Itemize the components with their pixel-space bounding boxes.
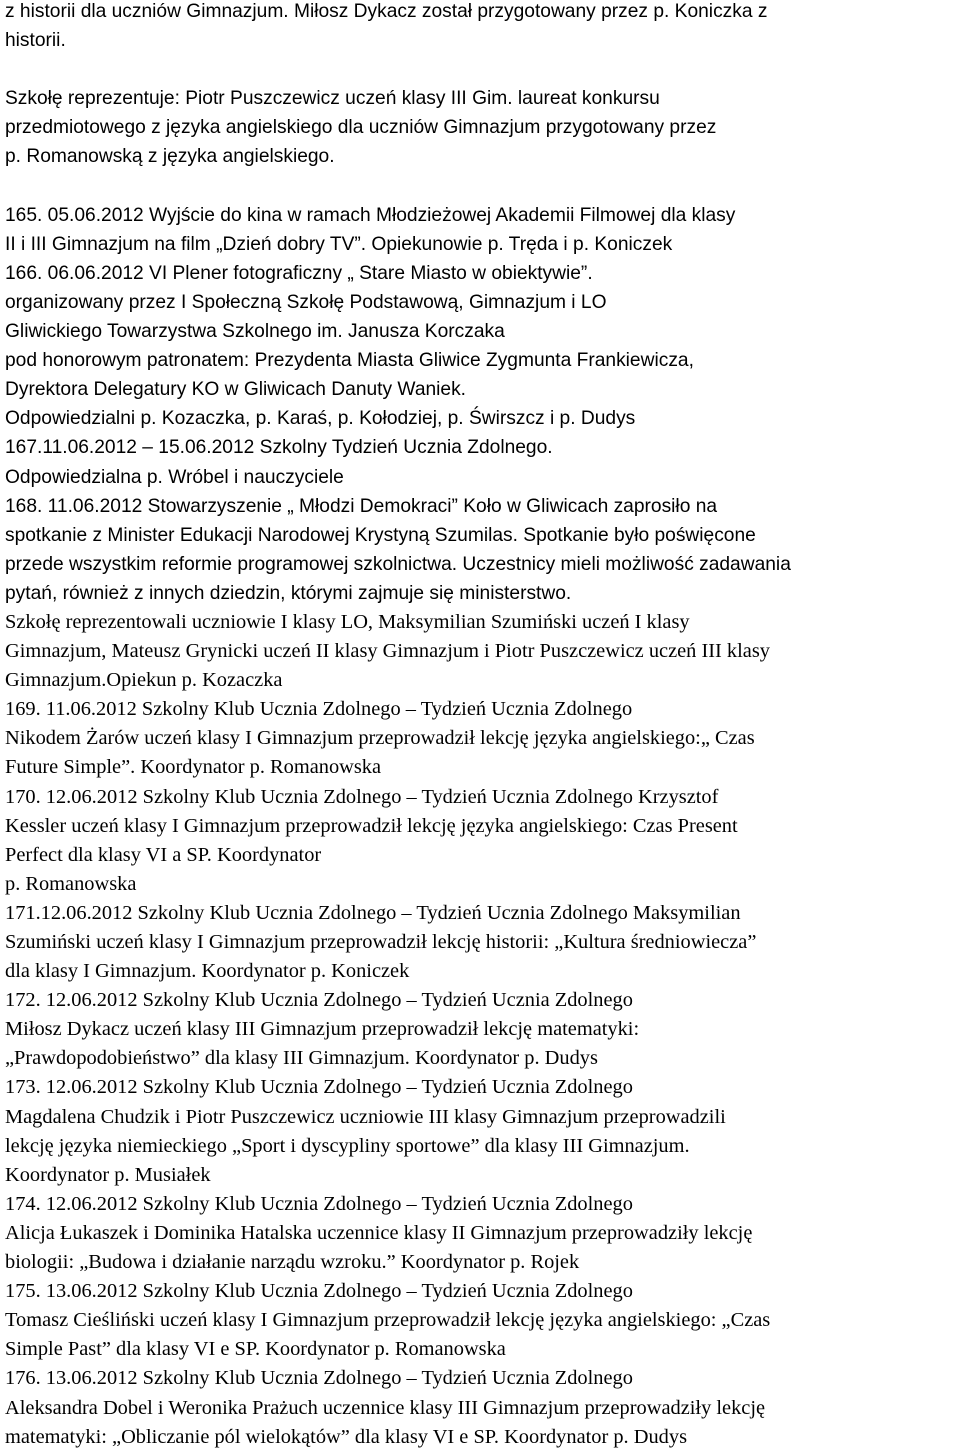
text-line: Miłosz Dykacz uczeń klasy III Gimnazjum przeprowadził lekcję matematyki: [5, 1018, 640, 1041]
text-line: Alicja Łukaszek i Dominika Hatalska uczennice klasy II Gimnazjum przeprowadziły lekcję [5, 1221, 753, 1244]
text-line: organizowany przez I Społeczną Szkołę Podstawową, Gimnazjum i LO [5, 291, 607, 313]
text-line: II i III Gimnazjum na film „Dzień dobry TV”. Opiekunowie p. Tręda i p. Koniczek [5, 233, 673, 255]
text-line: Szkołę reprezentuje: Piotr Puszczewicz uczeń klasy III Gim. laureat konkursu [5, 88, 660, 110]
text-line: pytań, również z innych dziedzin, którymi zajmuje się ministerstwo. [5, 582, 572, 604]
text-line: 170. 12.06.2012 Szkolny Klub Ucznia Zdolnego – Tydzień Ucznia Zdolnego Krzysztof [5, 785, 719, 808]
text-line: 172. 12.06.2012 Szkolny Klub Ucznia Zdolnego – Tydzień Ucznia Zdolnego [5, 989, 633, 1012]
text-line: p. Romanowską z języka angielskiego. [5, 146, 335, 168]
text-line: Aleksandra Dobel i Weronika Prażuch uczennice klasy III Gimnazjum przeprowadziły lekcję [5, 1396, 766, 1419]
text-line: Odpowiedzialni p. Kozaczka, p. Karaś, p. Kołodziej, p. Świrszcz i p. Dudys [5, 408, 636, 430]
text-line: Tomasz Cieśliński uczeń klasy I Gimnazjum przeprowadził lekcję języka angielskiego: „Czas [5, 1309, 771, 1332]
text-line: 167.11.06.2012 – 15.06.2012 Szkolny Tydzień Ucznia Zdolnego. [5, 437, 553, 459]
text-line: 173. 12.06.2012 Szkolny Klub Ucznia Zdolnego – Tydzień Ucznia Zdolnego [5, 1076, 633, 1099]
text-line: 166. 06.06.2012 VI Plener fotograficzny „ Stare Miasto w obiektywie”. [5, 262, 593, 284]
text-line: przede wszystkim reformie programowej szkolnictwa. Uczestnicy mieli możliwość zadawania [5, 553, 791, 575]
blank-line [5, 172, 957, 201]
text-line: Simple Past” dla klasy VI e SP. Koordynator p. Romanowska [5, 1338, 506, 1361]
text-line: Szumiński uczeń klasy I Gimnazjum przeprowadził lekcję historii: „Kultura średniowiecza” [5, 931, 757, 953]
text-line: 168. 11.06.2012 Stowarzyszenie „ Młodzi Demokraci” Koło w Gliwicach zaprosiło na [5, 495, 718, 517]
text-line: historii. [5, 30, 66, 52]
text-line: Koordynator p. Musiałek [5, 1163, 211, 1186]
text-line: 175. 13.06.2012 Szkolny Klub Ucznia Zdolnego – Tydzień Ucznia Zdolnego [5, 1280, 633, 1303]
text-line: pod honorowym patronatem: Prezydenta Miasta Gliwice Zygmunta Frankiewicza, [5, 350, 694, 372]
text-line: Future Simple”. Koordynator p. Romanowska [5, 756, 382, 779]
text-line: 165. 05.06.2012 Wyjście do kina w ramach Młodzieżowej Akademii Filmowej dla klasy [5, 204, 736, 226]
text-line: dla klasy I Gimnazjum. Koordynator p. Koniczek [5, 960, 410, 983]
document-body [5, 0, 957, 1452]
text-line: biologii: „Budowa i działanie narządu wzroku.” Koordynator p. Rojek [5, 1251, 580, 1274]
text-line: p. Romanowska [5, 872, 137, 895]
text-line: spotkanie z Minister Edukacji Narodowej Krystyną Szumilas. Spotkanie było poświęcone [5, 524, 756, 546]
text-line: 171.12.06.2012 Szkolny Klub Ucznia Zdolnego – Tydzień Ucznia Zdolnego Maksymilian [5, 901, 741, 924]
text-line: Gimnazjum, Mateusz Grynicki uczeń II klasy Gimnazjum i Piotr Puszczewicz uczeń III klasy [5, 640, 770, 663]
text-line: z historii dla uczniów Gimnazjum. Miłosz Dykacz został przygotowany przez p. Koniczka z [5, 1, 768, 22]
text-line: Odpowiedzialna p. Wróbel i nauczyciele [5, 466, 344, 488]
text-line: Dyrektora Delegatury KO w Gliwicach Danuty Waniek. [5, 379, 467, 401]
text-line: przedmiotowego z języka angielskiego dla uczniów Gimnazjum przygotowany przez [5, 117, 717, 139]
text-line: „Prawdopodobieństwo” dla klasy III Gimnazjum. Koordynator p. Dudys [5, 1047, 598, 1070]
text-line: lekcję języka niemieckiego „Sport i dyscypliny sportowe” dla klasy III Gimnazjum. [5, 1134, 690, 1157]
text-line: Gliwickiego Towarzystwa Szkolnego im. Janusza Korczaka [5, 321, 505, 343]
text-line: Magdalena Chudzik i Piotr Puszczewicz uczniowie III klasy Gimnazjum przeprowadzili [5, 1105, 726, 1128]
text-line: Szkołę reprezentowali uczniowie I klasy LO, Maksymilian Szumiński uczeń I klasy [5, 610, 690, 633]
text-line: matematyki: „Obliczanie pól wielokątów” dla klasy VI e SP. Koordynator p. Dudys [5, 1425, 687, 1448]
text-line: Kessler uczeń klasy I Gimnazjum przeprowadził lekcję języka angielskiego: Czas Present [5, 814, 738, 837]
blank-line [5, 55, 957, 84]
text-line: Nikodem Żarów uczeń klasy I Gimnazjum przeprowadził lekcję języka angielskiego:„ Czas [5, 727, 755, 750]
text-line: 169. 11.06.2012 Szkolny Klub Ucznia Zdolnego – Tydzień Ucznia Zdolnego [5, 698, 633, 721]
text-line: Gimnazjum.Opiekun p. Kozaczka [5, 669, 283, 692]
text-line: Perfect dla klasy VI a SP. Koordynator [5, 843, 322, 866]
text-line: 174. 12.06.2012 Szkolny Klub Ucznia Zdolnego – Tydzień Ucznia Zdolnego [5, 1192, 633, 1215]
text-line: 176. 13.06.2012 Szkolny Klub Ucznia Zdolnego – Tydzień Ucznia Zdolnego [5, 1367, 633, 1390]
